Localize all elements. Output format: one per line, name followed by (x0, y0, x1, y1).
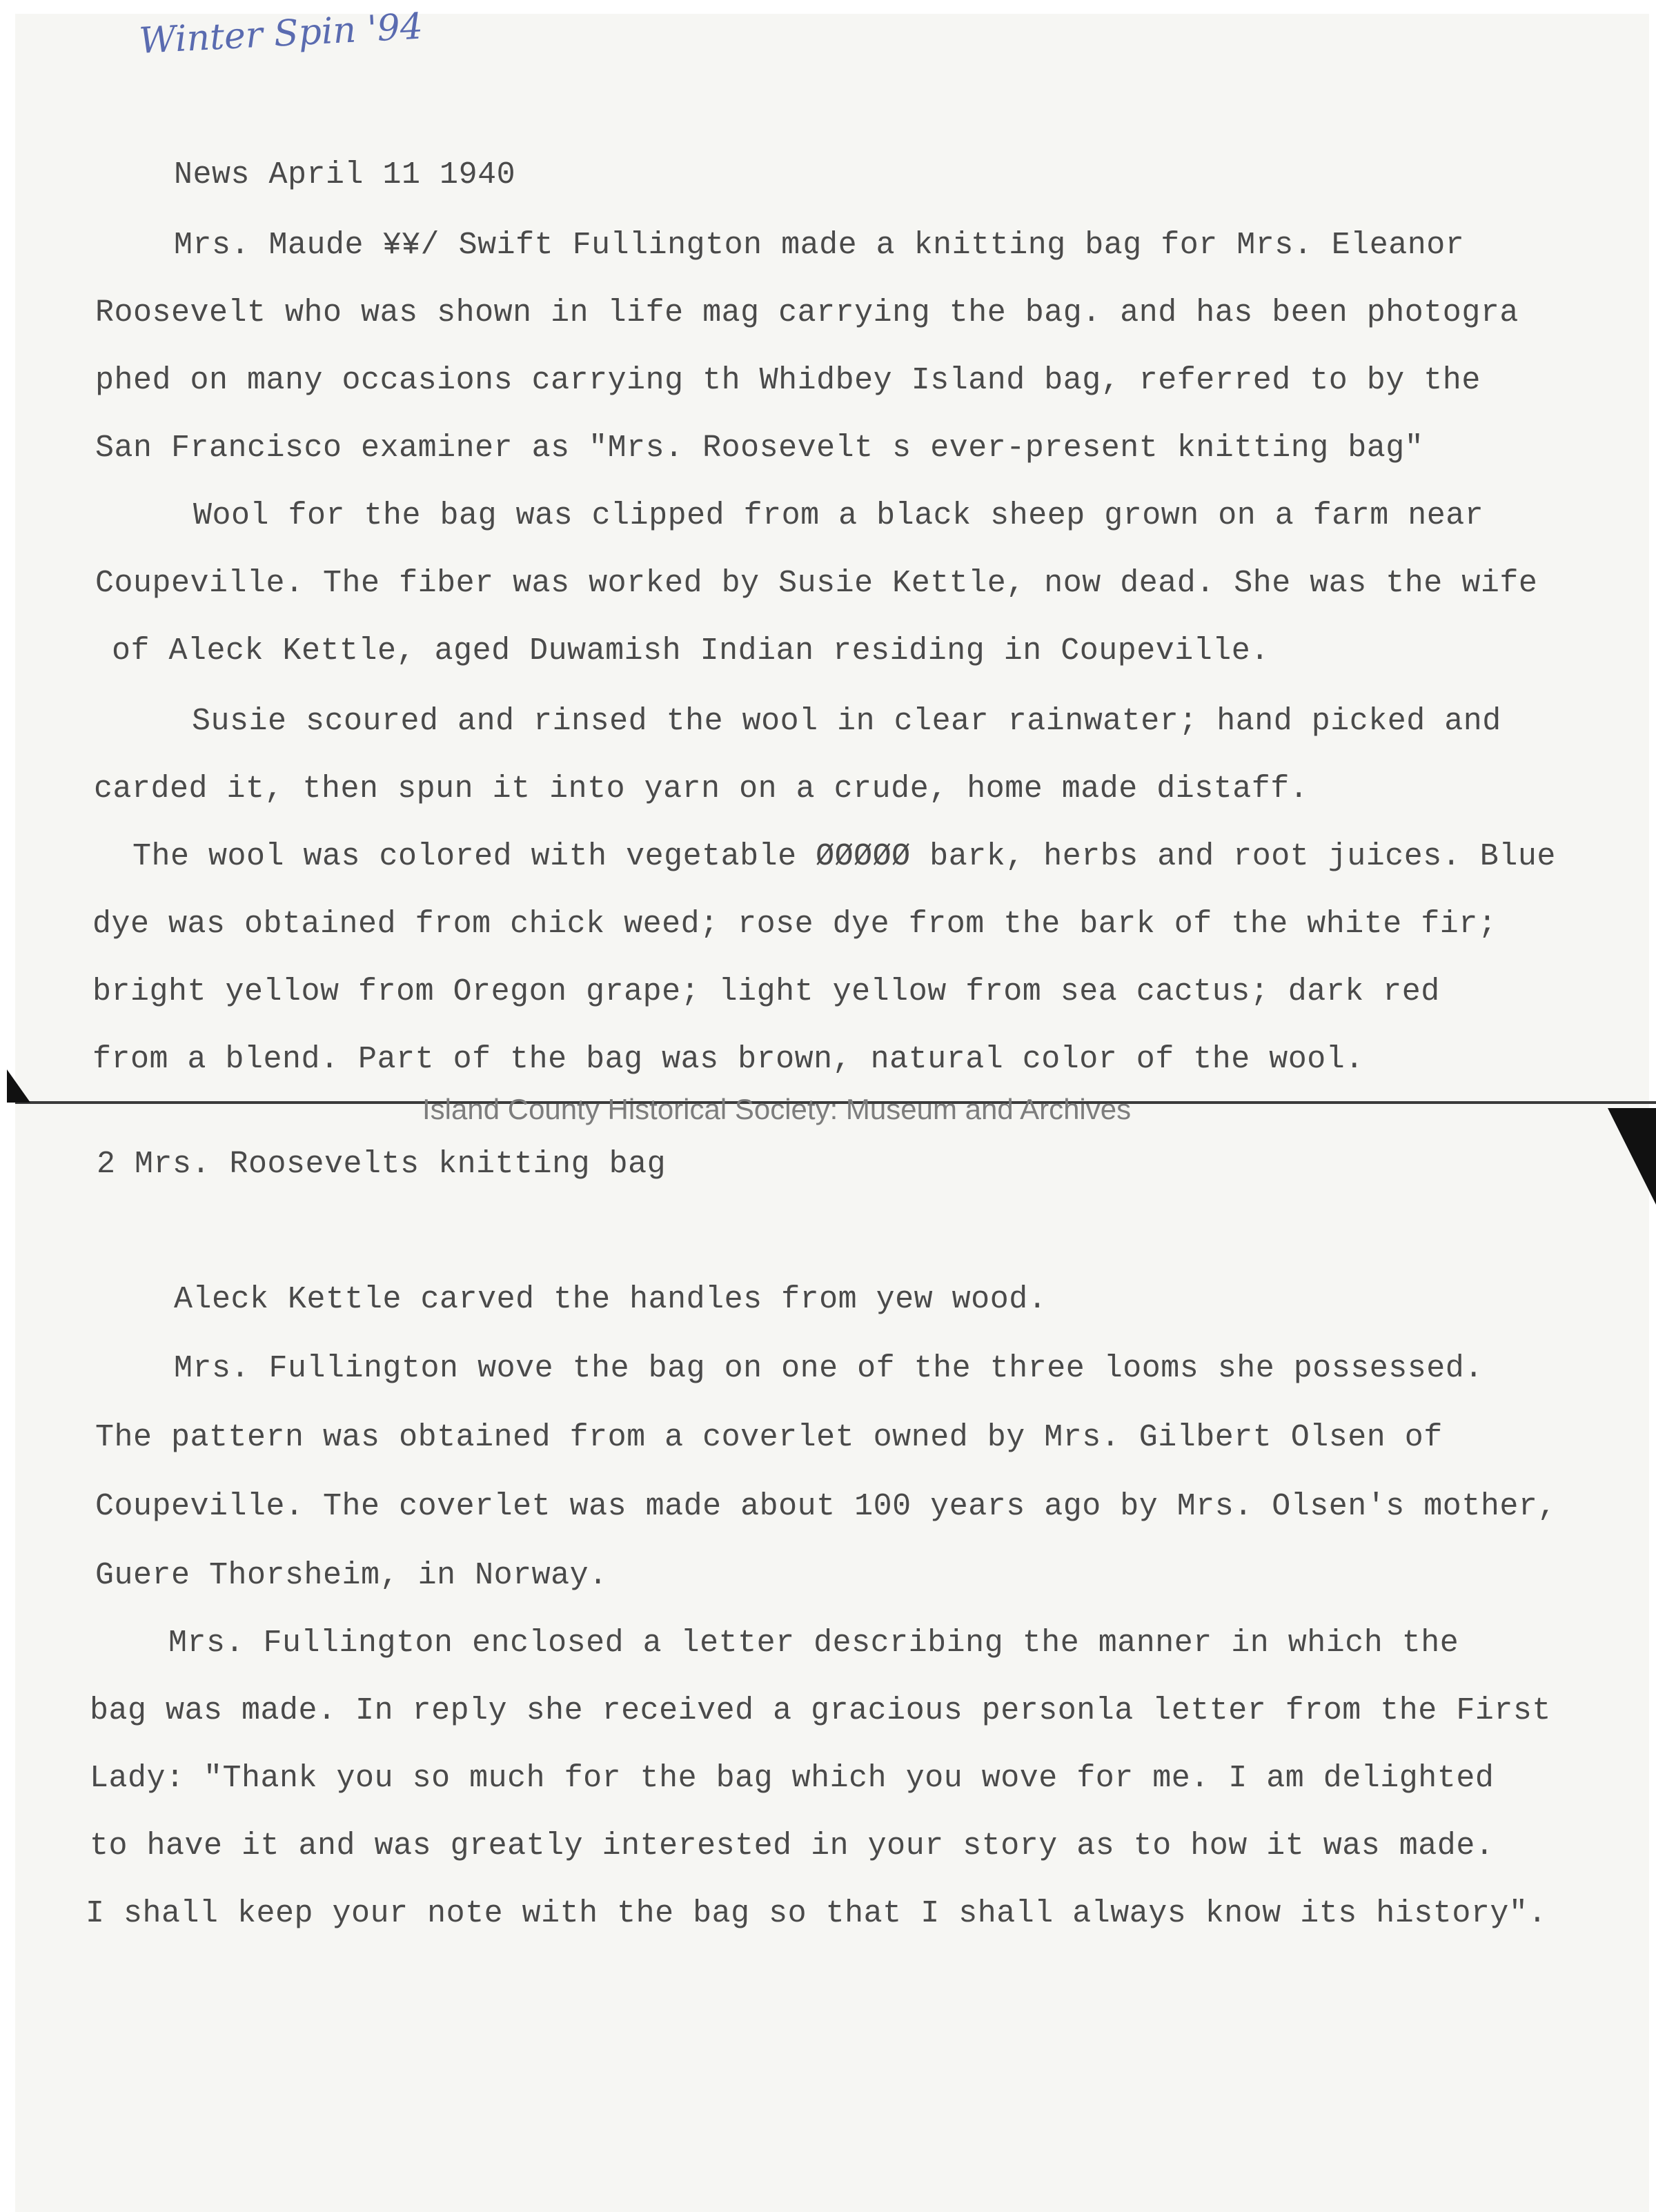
handwritten-annotation: Winter Spin '94 (138, 6, 424, 62)
text-line: phed on many occasions carrying th Whidbey Island bag, referred to by the (95, 363, 1481, 398)
text-line: The pattern was obtained from a coverlet owned by Mrs. Gilbert Olsen of (95, 1420, 1443, 1455)
text-line: Wool for the bag was clipped from a black sheep grown on a farm near (193, 498, 1484, 533)
text-line: carded it, then spun it into yarn on a crude, home made distaff. (94, 771, 1309, 807)
text-line: to have it and was greatly interested in your story as to how it was made. (90, 1828, 1495, 1864)
text-line: of Aleck Kettle, aged Duwamish Indian residing in Coupeville. (112, 633, 1270, 669)
text-line: Lady: "Thank you so much for the bag which you wove for me. I am delighted (90, 1761, 1495, 1796)
page-header: 2 Mrs. Roosevelts knitting bag (97, 1147, 667, 1182)
text-line: from a blend. Part of the bag was brown, natural color of the wool. (92, 1042, 1364, 1077)
text-line: I shall keep your note with the bag so that I shall always know its history". (86, 1896, 1547, 1931)
text-line: Coupeville. The coverlet was made about 100 years ago by Mrs. Olsen's mother, (95, 1489, 1557, 1524)
text-line: San Francisco examiner as "Mrs. Roosevelt s ever-present knitting bag" (95, 431, 1424, 466)
text-line: dye was obtained from chick weed; rose dye from the bark of the white fir; (92, 907, 1497, 942)
text-line: Roosevelt who was shown in life mag carrying the bag. and has been photogra (95, 295, 1519, 330)
text-line: Aleck Kettle carved the handles from yew wood. (174, 1282, 1047, 1317)
news-dateline: News April 11 1940 (174, 157, 516, 192)
text-line: Coupeville. The fiber was worked by Susie Kettle, now dead. She was the wife (95, 566, 1538, 601)
scan-edge-left (7, 1069, 30, 1103)
text-line: The wool was colored with vegetable ØØØØØ bark, herbs and root juices. Blue (132, 839, 1556, 874)
text-line: Mrs. Fullington enclosed a letter describing the manner in which the (168, 1626, 1459, 1661)
text-line: Mrs. Maude ¥¥/ Swift Fullington made a knitting bag for Mrs. Eleanor (174, 228, 1465, 263)
text-line: Susie scoured and rinsed the wool in clear rainwater; hand picked and (192, 704, 1501, 739)
scan-edge-right (1608, 1108, 1656, 1205)
text-line: Mrs. Fullington wove the bag on one of the three looms she possessed. (174, 1351, 1483, 1386)
archive-watermark: Island County Historical Society: Museum and Archives (422, 1093, 1132, 1125)
text-line: Guere Thorsheim, in Norway. (95, 1558, 608, 1593)
text-line: bright yellow from Oregon grape; light yellow from sea cactus; dark red (92, 974, 1440, 1009)
text-line: bag was made. In reply she received a gracious personla letter from the First (90, 1693, 1551, 1728)
